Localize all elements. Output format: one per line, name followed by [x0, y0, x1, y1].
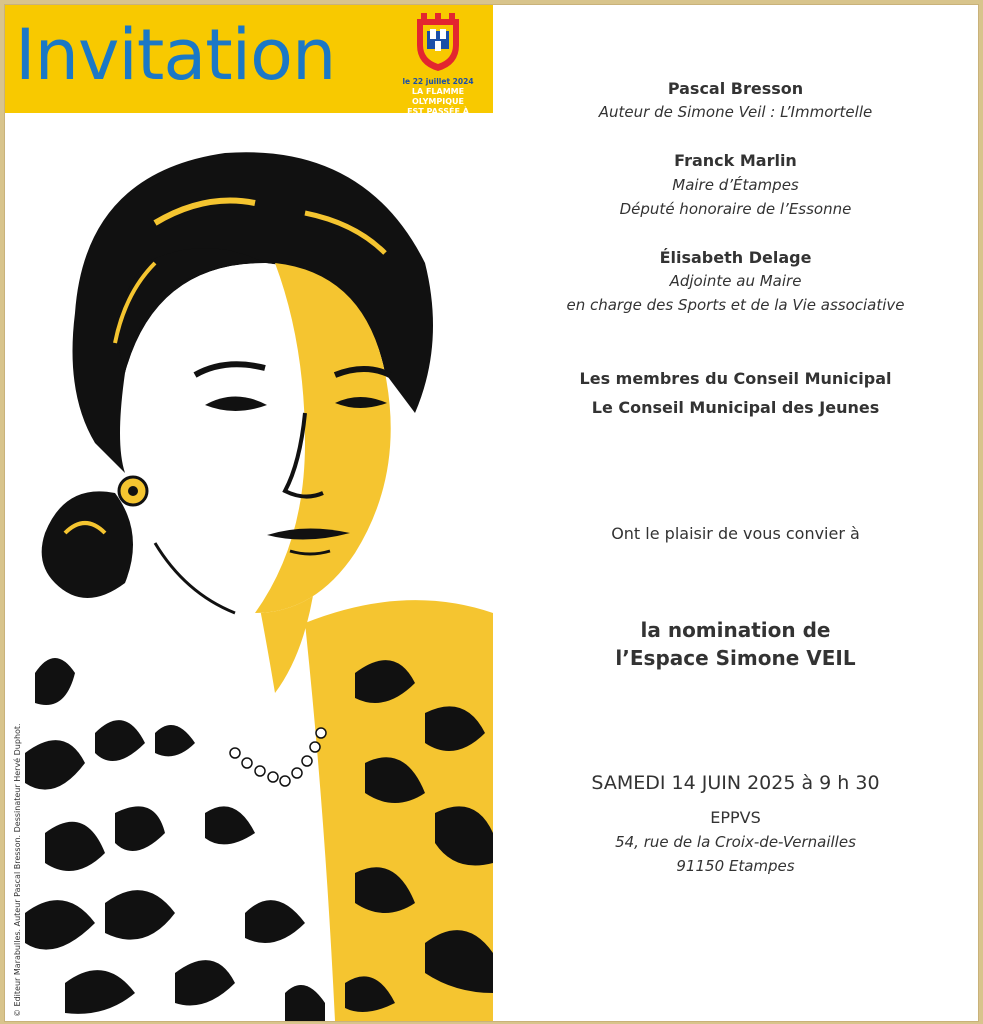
council-members: Les membres du Conseil Municipal — [579, 369, 892, 388]
illustration-credit: © Editeur Marabulles. Auteur Pascal Bresson. Dessinateur Hervé Duphot. — [13, 723, 22, 1017]
venue-name: EPPVS — [710, 808, 761, 827]
city-crest-icon — [413, 11, 463, 73]
host-2-name: Franck Marlin — [674, 151, 797, 170]
invitation-card — [4, 4, 979, 1022]
flame-line-1: LA FLAMME OLYMPIQUE — [411, 87, 465, 106]
host-1-name: Pascal Bresson — [667, 79, 804, 98]
host-2-role-1: Maire d’Étampes — [672, 176, 799, 194]
host-2-role-2: Député honoraire de l’Essonne — [619, 200, 852, 218]
host-3-name: Élisabeth Delage — [659, 248, 812, 267]
invitation-text — [493, 5, 978, 1021]
host-3-role-2: en charge des Sports et de la Vie associative — [566, 296, 905, 314]
invite-line: Ont le plaisir de vous convier à — [611, 524, 860, 543]
host-1-role-1: Auteur de Simone Veil : L’Immortelle — [598, 103, 873, 121]
banner — [5, 5, 493, 126]
event-line-1: la nomination de — [640, 618, 831, 642]
invitation-title: Invitation — [15, 14, 336, 96]
flame-line-2: EST PASSÉE À ÉTAMPES — [407, 107, 469, 126]
host-3-role-1: Adjointe au Maire — [669, 272, 802, 290]
venue-street: 54, rue de la Croix-de-Vernailles — [615, 833, 856, 851]
left-panel — [5, 5, 493, 1021]
event-datetime: SAMEDI 14 JUIN 2025 à 9 h 30 — [591, 772, 880, 794]
venue-city: 91150 Etampes — [676, 857, 795, 875]
event-line-2: l’Espace Simone VEIL — [615, 646, 856, 670]
youth-council: Le Conseil Municipal des Jeunes — [591, 398, 880, 417]
simone-veil-portrait — [5, 113, 493, 1021]
flame-date: le 22 juillet 2024 — [402, 77, 474, 86]
